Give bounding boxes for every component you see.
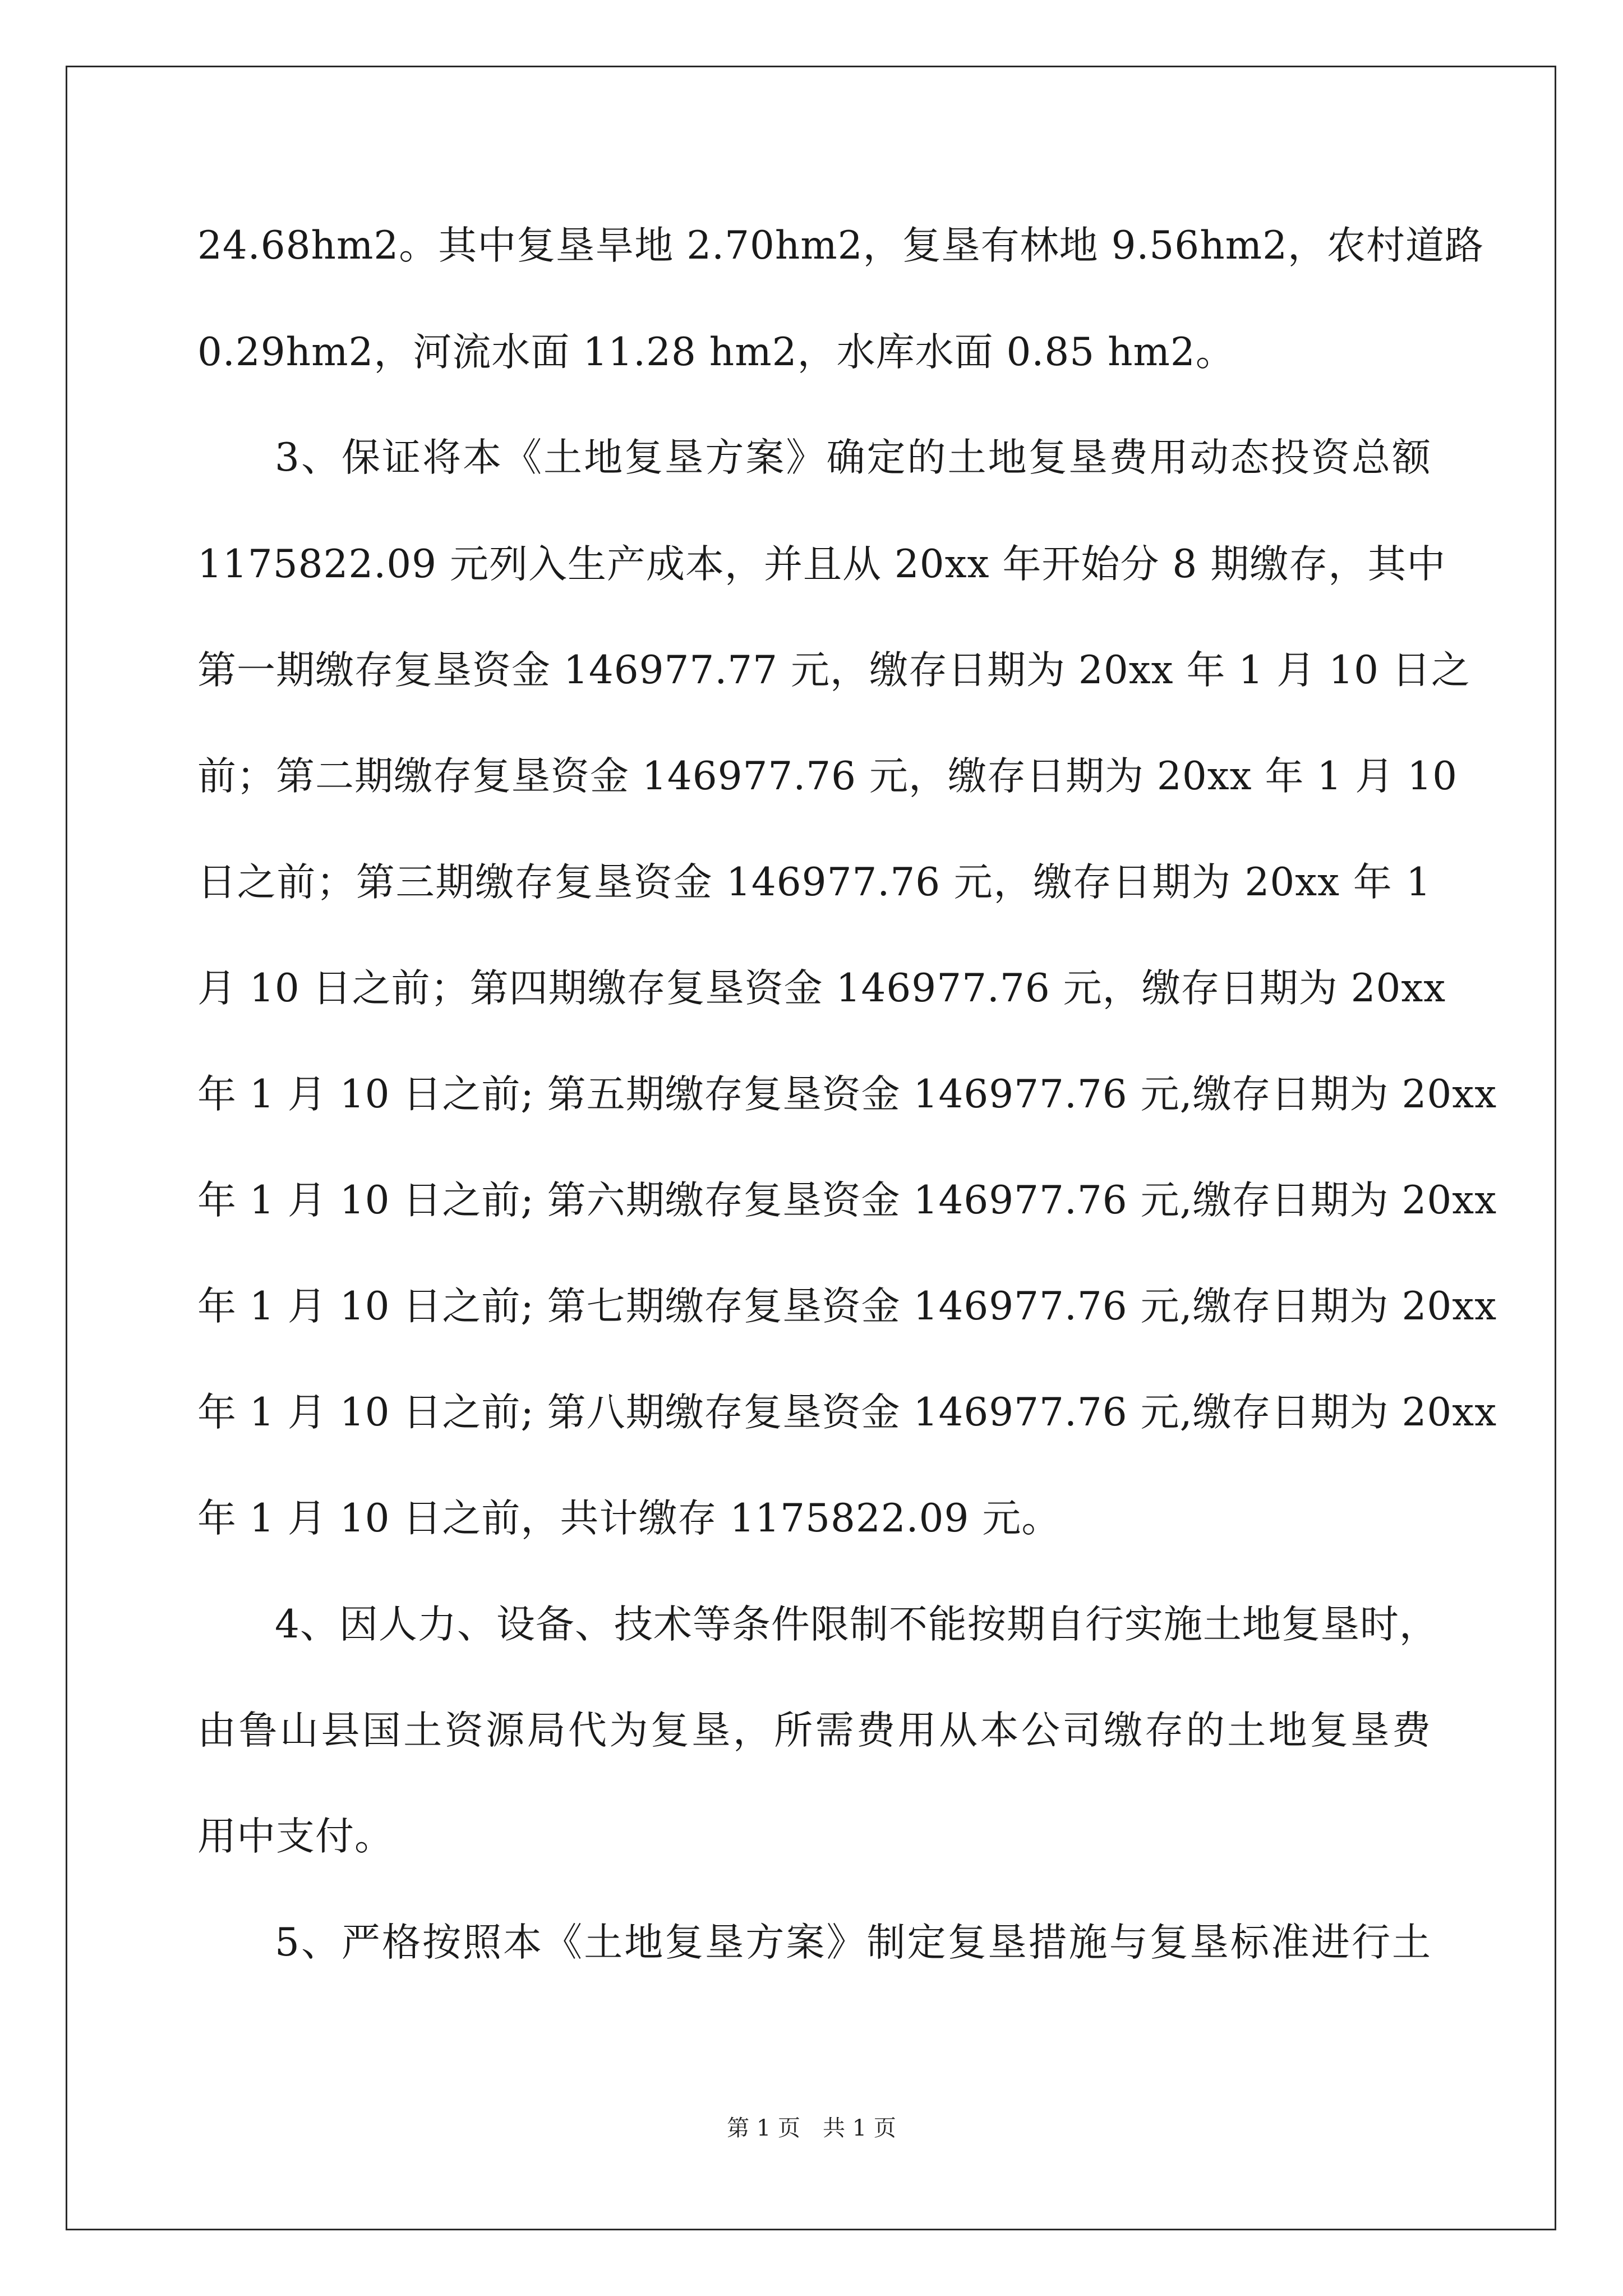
text-line: 年 1 月 10 日之前; 第五期缴存复垦资金 146977.76 元,缴存日期为 20xx: [197, 1072, 1497, 1117]
text-line: 年 1 月 10 日之前，共计缴存 1175822.09 元。: [197, 1496, 1061, 1541]
text-line: 0.29hm2，河流水面 11.28 hm2，水库水面 0.85 hm2。: [197, 330, 1235, 375]
page-border: [66, 66, 1556, 2230]
text-line: 日之前；第三期缴存复垦资金 146977.76 元，缴存日期为 20xx 年 1: [197, 860, 1431, 905]
text-line: 用中支付。: [197, 1814, 394, 1859]
text-line: 24.68hm2。其中复垦旱地 2.70hm2，复垦有林地 9.56hm2，农村道路: [197, 223, 1484, 268]
text-line: 3、保证将本《土地复垦方案》确定的土地复垦费用动态投资总额: [275, 435, 1431, 480]
page-footer: [0, 2115, 1623, 2142]
text-line: 月 10 日之前；第四期缴存复垦资金 146977.76 元，缴存日期为 20xx: [197, 966, 1446, 1011]
text-line: 年 1 月 10 日之前; 第六期缴存复垦资金 146977.76 元,缴存日期为 20xx: [197, 1178, 1497, 1223]
text-line: 5、严格按照本《土地复垦方案》制定复垦措施与复垦标准进行土: [275, 1920, 1431, 1965]
text-line: 年 1 月 10 日之前; 第八期缴存复垦资金 146977.76 元,缴存日期为 20xx: [197, 1390, 1497, 1435]
text-line: 前；第二期缴存复垦资金 146977.76 元，缴存日期为 20xx 年 1 月 10: [197, 754, 1458, 799]
text-line: 由鲁山县国土资源局代为复垦，所需费用从本公司缴存的土地复垦费: [197, 1708, 1431, 1753]
text-line: 4、因人力、设备、技术等条件限制不能按期自行实施土地复垦时，: [275, 1602, 1438, 1647]
page-count: 共 1 页: [823, 2115, 896, 2141]
page-number: 第 1 页: [727, 2115, 800, 2141]
text-line: 1175822.09 元列入生产成本，并且从 20xx 年开始分 8 期缴存，其中: [197, 542, 1446, 587]
text-line: 第一期缴存复垦资金 146977.77 元，缴存日期为 20xx 年 1 月 10 日之: [197, 648, 1470, 693]
text-line: 年 1 月 10 日之前; 第七期缴存复垦资金 146977.76 元,缴存日期为 20xx: [197, 1284, 1497, 1329]
